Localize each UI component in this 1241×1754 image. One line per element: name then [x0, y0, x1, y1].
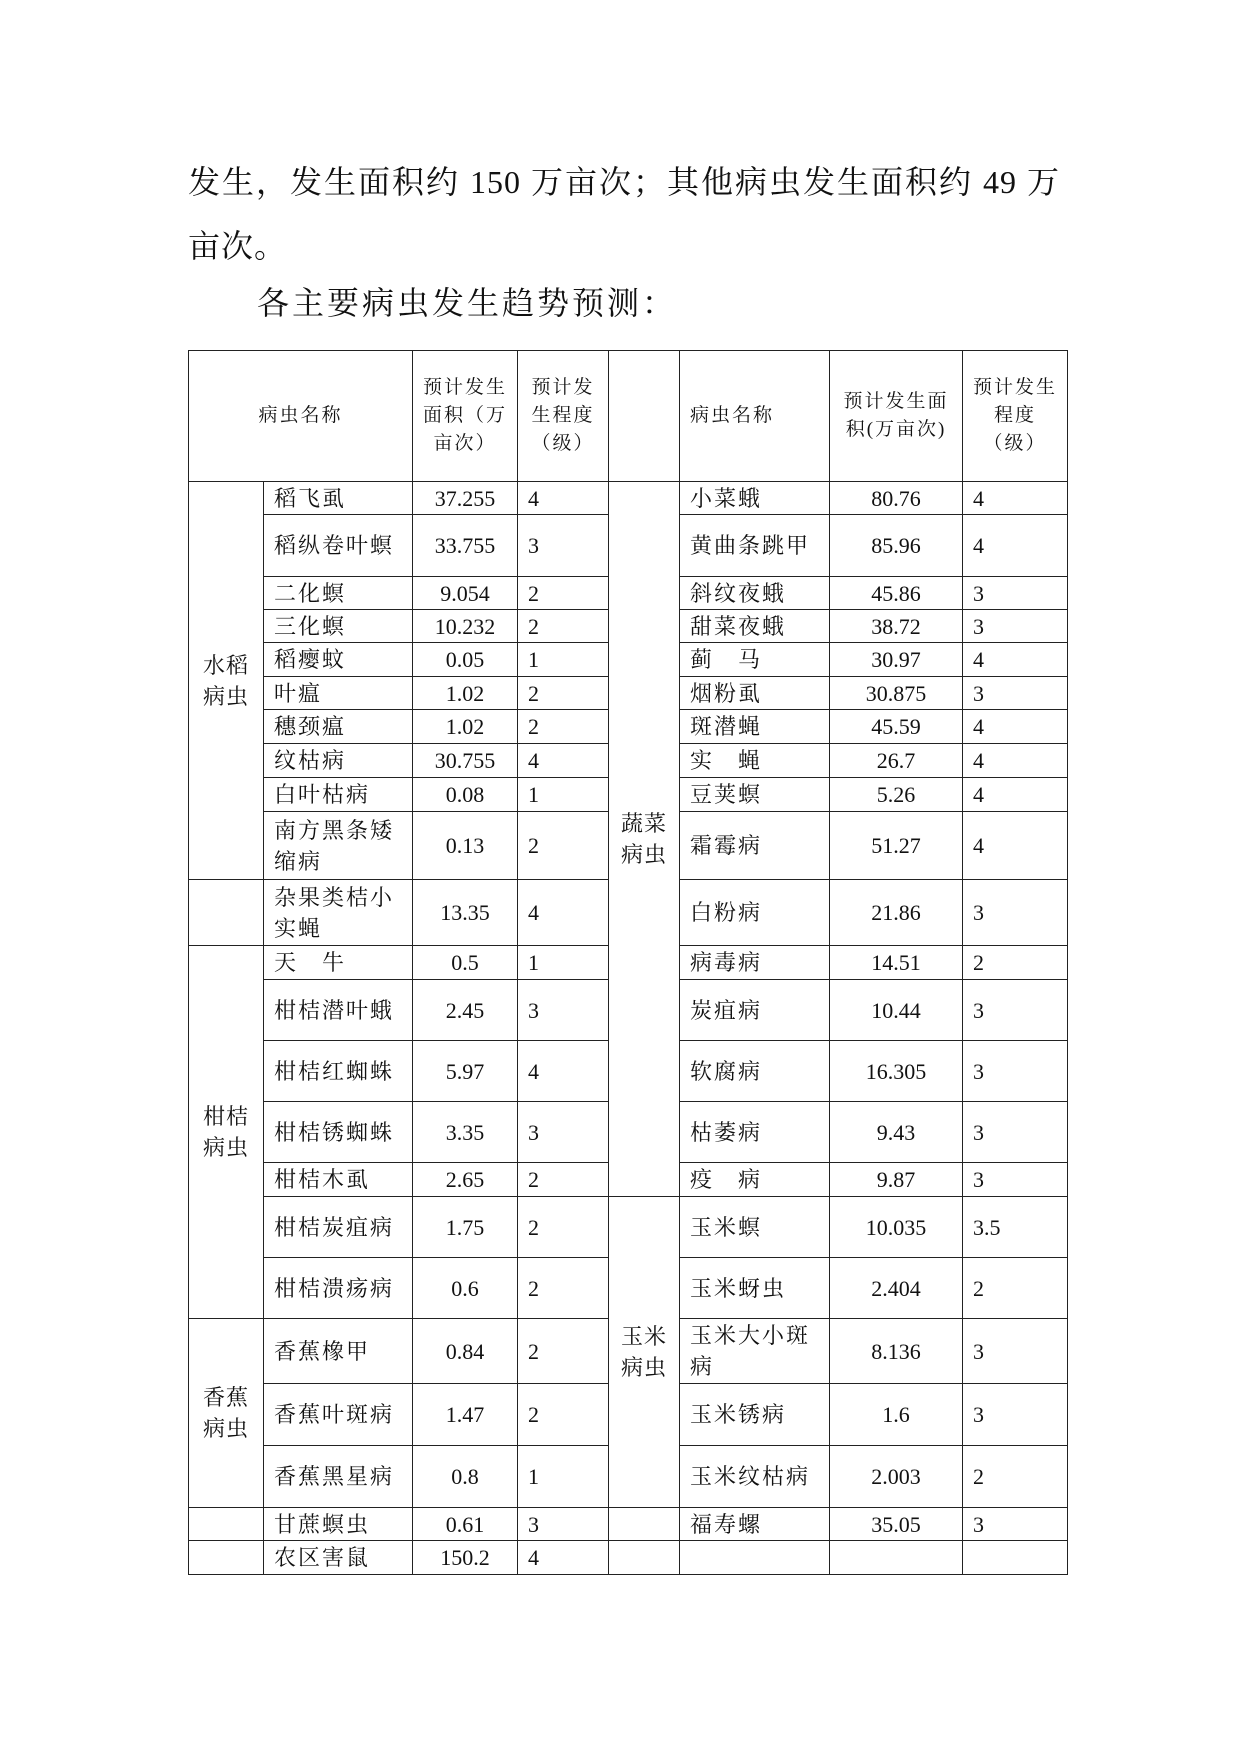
pest-level: 1: [518, 778, 609, 812]
pest-level: 2: [518, 812, 609, 880]
pest-area: 2.65: [413, 1163, 518, 1197]
pest-name-right: 软腐病: [680, 1041, 830, 1102]
pest-area-right: 21.86: [830, 880, 963, 946]
pest-area: 1.02: [413, 710, 518, 744]
pest-name: 天 牛: [264, 946, 413, 980]
pest-name-right: 玉米大小斑病: [680, 1319, 830, 1384]
pest-area: 0.13: [413, 812, 518, 880]
pest-area: 0.05: [413, 643, 518, 677]
header-group-blank: [609, 351, 680, 482]
pest-name-right: 霜霉病: [680, 812, 830, 880]
pest-level: 2: [518, 610, 609, 643]
header-pest-name-right: 病虫名称: [680, 351, 830, 482]
pest-area: 30.755: [413, 744, 518, 778]
group-label-right: [609, 1541, 680, 1575]
pest-area-right: 30.875: [830, 677, 963, 710]
pest-level-right: 4: [963, 710, 1068, 744]
pest-name: 农区害鼠: [264, 1541, 413, 1575]
paragraph-line-1: 发生，发生面积约 150 万亩次；其他病虫发生面积约 49 万: [188, 164, 1060, 200]
pest-level: 4: [518, 1541, 609, 1575]
pest-level: 2: [518, 1319, 609, 1384]
pest-level: 3: [518, 1102, 609, 1163]
pest-level-right: [963, 1541, 1068, 1575]
group-label-right: 蔬菜病虫: [609, 482, 680, 1197]
pest-level-right: 3: [963, 1102, 1068, 1163]
pest-area: 37.255: [413, 482, 518, 515]
pest-area: 3.35: [413, 1102, 518, 1163]
pest-name-right: 豆荚螟: [680, 778, 830, 812]
pest-name-right: 蓟 马: [680, 643, 830, 677]
pest-level-right: 4: [963, 812, 1068, 880]
pest-area-right: 10.035: [830, 1197, 963, 1258]
pest-level-right: 3: [963, 1041, 1068, 1102]
pest-name: 白叶枯病: [264, 778, 413, 812]
pest-name: 香蕉黑星病: [264, 1446, 413, 1508]
pest-area: 1.02: [413, 677, 518, 710]
header-area-right: 预计发生面积(万亩次): [830, 351, 963, 482]
pest-area-right: 10.44: [830, 980, 963, 1041]
pest-area-right: 1.6: [830, 1384, 963, 1446]
pest-level: 1: [518, 1446, 609, 1508]
pest-area-right: 80.76: [830, 482, 963, 515]
pest-name: 柑桔炭疽病: [264, 1197, 413, 1258]
group-label-left: [189, 1508, 264, 1541]
pest-level: 4: [518, 482, 609, 515]
pest-name-right: 甜菜夜蛾: [680, 610, 830, 643]
pest-area-right: 8.136: [830, 1319, 963, 1384]
pest-area: 1.75: [413, 1197, 518, 1258]
pest-area: 10.232: [413, 610, 518, 643]
pest-name-right: 福寿螺: [680, 1508, 830, 1541]
pest-area-right: 14.51: [830, 946, 963, 980]
pest-name-right: 斑潜蝇: [680, 710, 830, 744]
pest-level: 2: [518, 1384, 609, 1446]
pest-name: 叶瘟: [264, 677, 413, 710]
table-header-row: [189, 351, 1068, 482]
pest-level: 4: [518, 880, 609, 946]
pest-name: 柑桔木虱: [264, 1163, 413, 1197]
table-row: [189, 1541, 1068, 1575]
group-label-left: 柑桔病虫: [189, 946, 264, 1319]
group-label-left: 水稻病虫: [189, 482, 264, 880]
pest-name-right: 黄曲条跳甲: [680, 515, 830, 577]
pest-name-right: 小菜蛾: [680, 482, 830, 515]
pest-name: 柑桔溃疡病: [264, 1258, 413, 1319]
pest-name: 稻纵卷叶螟: [264, 515, 413, 577]
pest-area-right: 51.27: [830, 812, 963, 880]
pest-level-right: 3: [963, 880, 1068, 946]
pest-name: 香蕉叶斑病: [264, 1384, 413, 1446]
pest-area-right: 85.96: [830, 515, 963, 577]
header-pest-name: 病虫名称: [189, 351, 413, 482]
pest-name: 香蕉橡甲: [264, 1319, 413, 1384]
pest-level: 3: [518, 1508, 609, 1541]
pest-name-right: 烟粉虱: [680, 677, 830, 710]
pest-area-right: 16.305: [830, 1041, 963, 1102]
pest-level: 4: [518, 1041, 609, 1102]
pest-level-right: 4: [963, 778, 1068, 812]
pest-level-right: 2: [963, 946, 1068, 980]
pest-area: 0.84: [413, 1319, 518, 1384]
pest-area-right: 2.404: [830, 1258, 963, 1319]
table-row: [189, 1197, 1068, 1258]
pest-area-right: 5.26: [830, 778, 963, 812]
group-label-left: [189, 880, 264, 946]
pest-name-right: 白粉病: [680, 880, 830, 946]
pest-area-right: 9.87: [830, 1163, 963, 1197]
pest-level: 2: [518, 1197, 609, 1258]
pest-level: 3: [518, 980, 609, 1041]
pest-name-right: 玉米螟: [680, 1197, 830, 1258]
pest-name: 杂果类桔小实蝇: [264, 880, 413, 946]
pest-name: 纹枯病: [264, 744, 413, 778]
pest-area: 0.08: [413, 778, 518, 812]
pest-name-right: 病毒病: [680, 946, 830, 980]
group-label-left: [189, 1541, 264, 1575]
table-row: [189, 1508, 1068, 1541]
header-level-right: 预计发生程度（级）: [963, 351, 1068, 482]
pest-level-right: 3.5: [963, 1197, 1068, 1258]
pest-name: 柑桔锈蜘蛛: [264, 1102, 413, 1163]
pest-level: 4: [518, 744, 609, 778]
pest-level-right: 3: [963, 577, 1068, 610]
pest-area-right: 2.003: [830, 1446, 963, 1508]
pest-name-right: 枯萎病: [680, 1102, 830, 1163]
header-area: 预计发生面积（万亩次）: [413, 351, 518, 482]
pest-area-right: 45.59: [830, 710, 963, 744]
section-heading: 各主要病虫发生趋势预测：: [257, 285, 678, 321]
header-level: 预计发生程度（级）: [518, 351, 609, 482]
pest-name-right: 玉米纹枯病: [680, 1446, 830, 1508]
pest-level-right: 3: [963, 1319, 1068, 1384]
pest-name: 甘蔗螟虫: [264, 1508, 413, 1541]
pest-level-right: 3: [963, 1163, 1068, 1197]
pest-name-right: [680, 1541, 830, 1575]
pest-area: 0.61: [413, 1508, 518, 1541]
pest-level-right: 2: [963, 1258, 1068, 1319]
paragraph-line-2: 亩次。: [188, 228, 288, 264]
pest-name-right: 疫 病: [680, 1163, 830, 1197]
pest-area: 150.2: [413, 1541, 518, 1575]
pest-name: 南方黑条矮缩病: [264, 812, 413, 880]
pest-level: 1: [518, 643, 609, 677]
pest-name-right: 实 蝇: [680, 744, 830, 778]
pest-area-right: 26.7: [830, 744, 963, 778]
pest-area-right: 38.72: [830, 610, 963, 643]
pest-name: 三化螟: [264, 610, 413, 643]
pest-level-right: 4: [963, 744, 1068, 778]
pest-area-right: 30.97: [830, 643, 963, 677]
pest-name: 稻瘿蚊: [264, 643, 413, 677]
pest-name-right: 斜纹夜蛾: [680, 577, 830, 610]
pest-name: 柑桔红蜘蛛: [264, 1041, 413, 1102]
pest-level-right: 3: [963, 980, 1068, 1041]
pest-area: 13.35: [413, 880, 518, 946]
pest-name-right: 炭疽病: [680, 980, 830, 1041]
pest-forecast-table: [188, 350, 1068, 1575]
pest-area: 1.47: [413, 1384, 518, 1446]
group-label-right: [609, 1508, 680, 1541]
pest-area-right: 35.05: [830, 1508, 963, 1541]
pest-area-right: 9.43: [830, 1102, 963, 1163]
pest-area: 0.5: [413, 946, 518, 980]
pest-area-right: [830, 1541, 963, 1575]
group-label-right: 玉米病虫: [609, 1197, 680, 1508]
pest-level-right: 3: [963, 1384, 1068, 1446]
pest-level-right: 2: [963, 1446, 1068, 1508]
pest-level: 2: [518, 1258, 609, 1319]
pest-area: 9.054: [413, 577, 518, 610]
pest-name: 稻飞虱: [264, 482, 413, 515]
pest-name: 穗颈瘟: [264, 710, 413, 744]
pest-level: 2: [518, 677, 609, 710]
pest-level-right: 4: [963, 643, 1068, 677]
pest-level-right: 4: [963, 482, 1068, 515]
pest-level: 2: [518, 710, 609, 744]
pest-name-right: 玉米锈病: [680, 1384, 830, 1446]
pest-name: 柑桔潜叶蛾: [264, 980, 413, 1041]
pest-level: 2: [518, 577, 609, 610]
pest-area: 0.6: [413, 1258, 518, 1319]
pest-area-right: 45.86: [830, 577, 963, 610]
pest-level-right: 3: [963, 610, 1068, 643]
pest-level: 2: [518, 1163, 609, 1197]
pest-area: 2.45: [413, 980, 518, 1041]
pest-level: 1: [518, 946, 609, 980]
pest-level-right: 3: [963, 677, 1068, 710]
pest-level-right: 4: [963, 515, 1068, 577]
pest-name-right: 玉米蚜虫: [680, 1258, 830, 1319]
pest-level: 3: [518, 515, 609, 577]
group-label-left: 香蕉病虫: [189, 1319, 264, 1508]
pest-level-right: 3: [963, 1508, 1068, 1541]
pest-area: 0.8: [413, 1446, 518, 1508]
pest-area: 33.755: [413, 515, 518, 577]
pest-name: 二化螟: [264, 577, 413, 610]
table-body: [189, 482, 1068, 1575]
table-row: [189, 482, 1068, 515]
pest-area: 5.97: [413, 1041, 518, 1102]
